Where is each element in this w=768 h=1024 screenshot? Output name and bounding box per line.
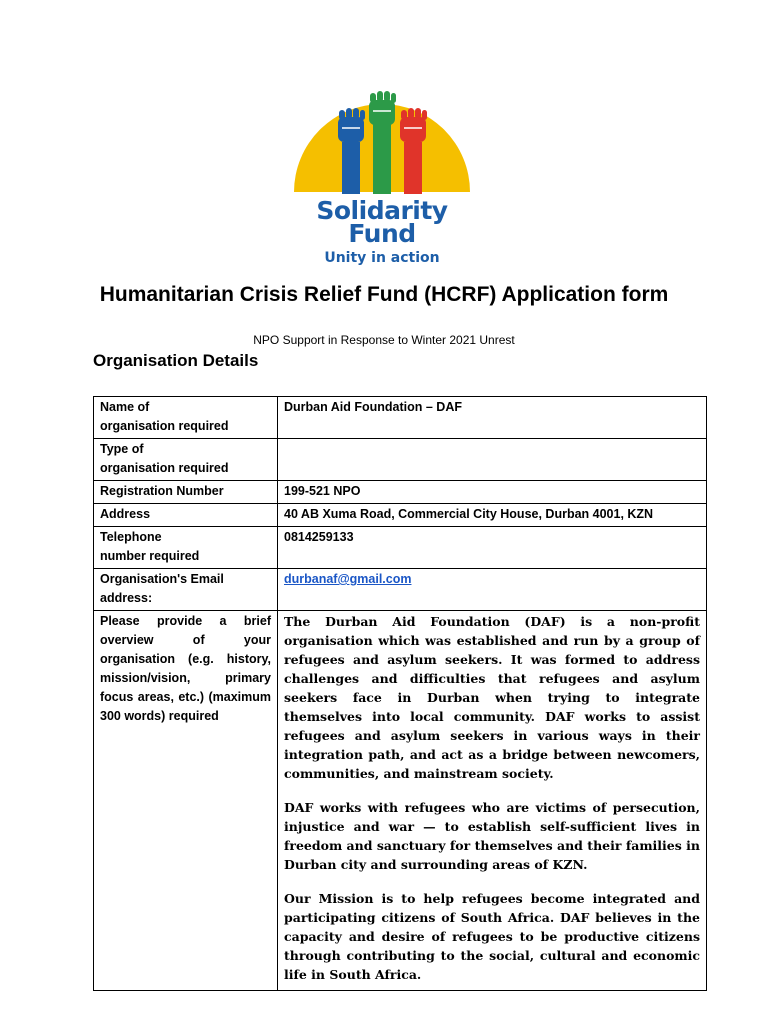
field-label [94,439,278,481]
table-row [94,439,707,481]
table-row [94,481,707,504]
label-line: Organisation's Email [100,572,224,586]
overview-paragraph: The Durban Aid Foundation (DAF) is a non-profit organisation which was established and run by a group of refugees and asylum seekers. It was formed to address challenges and difficulties that refugees and asylum seekers face in Durban when trying to integrate themselves into local community. DAF works to assist refugees and asylum seekers in various ways in their integration path, and act as a bridge between newcomers, communities, and mainstream society. [284,614,700,781]
label-line: Name of [100,400,150,414]
overview-prompt-label: Please provide a brief overview of your organisation (e.g. history, mission/vision, primary focus areas, etc.) (maximum 300 words) required [94,611,278,991]
solidarity-fund-logo [292,88,472,270]
label-line: organisation required [100,419,229,433]
label-line: number required [100,549,200,563]
table-row [94,504,707,527]
raised-fists-emblem [292,88,472,198]
logo-name-line1: Solidarity [316,196,448,225]
form-title: Humanitarian Crisis Relief Fund (HCRF) Application form [99,283,669,306]
logo-tagline: Unity in action [324,250,440,266]
organisation-name-value: Durban Aid Foundation – DAF [278,397,707,439]
label-line: organisation required [100,461,229,475]
label-line: Type of [100,442,144,456]
label-line: Telephone [100,530,162,544]
overview-text [278,611,707,991]
organisation-details-table [93,396,707,991]
telephone-value: 0814259133 [278,527,707,569]
form-subtitle: NPO Support in Response to Winter 2021 Unrest [253,333,515,347]
field-label: Registration Number [94,481,278,504]
field-label: Address [94,504,278,527]
field-label [94,397,278,439]
overview-paragraph: DAF works with refugees who are victims of persecution, injustice and war — to establish self-sufficient lives in freedom and sanctuary for themselves and their families in Durban city and surrounding areas of KZN. [284,800,700,872]
field-label [94,569,278,611]
table-row [94,611,707,991]
table-row [94,397,707,439]
section-heading: Organisation Details [93,351,259,370]
registration-number-value: 199-521 NPO [278,481,707,504]
email-link[interactable]: durbanaf@gmail.com [284,572,412,586]
organisation-type-value [278,439,707,481]
label-line: address: [100,591,153,605]
address-value: 40 AB Xuma Road, Commercial City House, Durban 4001, KZN [278,504,707,527]
field-label [94,527,278,569]
overview-paragraph: Our Mission is to help refugees become integrated and participating citizens of South Africa. DAF believes in the capacity and desire of refugees to be productive citizens through contributing to the social, cultural and economic life in South Africa. [284,891,700,982]
table-row [94,527,707,569]
email-cell [278,569,707,611]
logo-name-line2: Fund [348,219,416,248]
table-row [94,569,707,611]
